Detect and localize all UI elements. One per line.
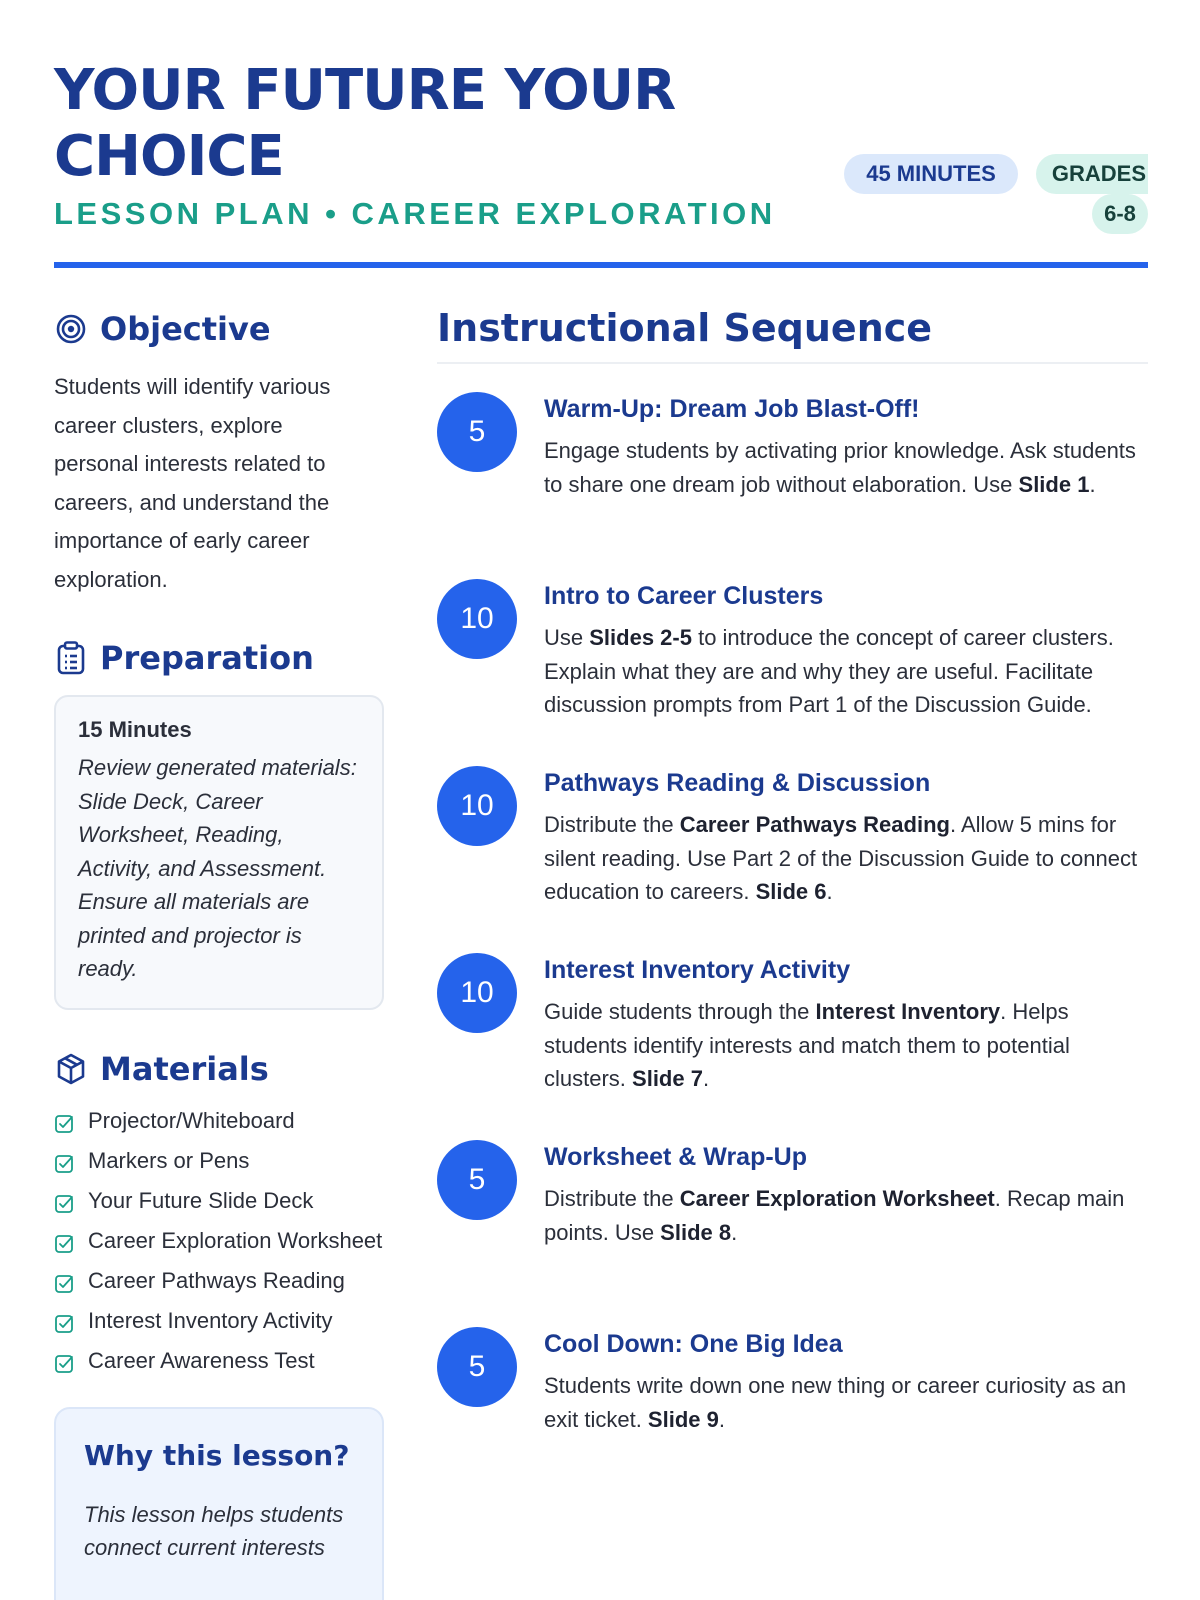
step-title: Cool Down: One Big Idea [544, 1330, 843, 1358]
step-description-text: Use [544, 625, 590, 650]
step-description-text: . Allow 5 mins for silent reading. Use Part 2 of the Discussion Guide to connect education to careers. [544, 812, 1138, 904]
step-body [544, 579, 1148, 722]
step-description-text: Engage students by activating prior knowledge. Ask students to share one dream job without elaboration. Use [544, 438, 1136, 497]
sequence-steps [437, 392, 1148, 1514]
step-description-text: . [718, 1406, 725, 1432]
step-minutes-badge: 5 [437, 1327, 517, 1407]
step-description-emphasis: Slide 7 [632, 1066, 703, 1091]
preparation-card [54, 695, 384, 1010]
preparation-time: 15 Minutes [78, 717, 192, 742]
check-icon [54, 1270, 74, 1290]
materials-item-label: Markers or Pens [88, 1147, 250, 1173]
check-icon [54, 1110, 74, 1130]
preparation-text: Review generated materials: Slide Deck, Career Worksheet, Reading, Activity, and Assessment. Ensure all materials are printed and projector is ready. [78, 755, 357, 981]
step-description-text: . [1089, 471, 1096, 497]
sequence-step [437, 953, 1148, 1140]
materials-list [54, 1104, 384, 1377]
step-description-emphasis: Slides 2-5 [589, 625, 692, 650]
step-description-emphasis: Slide 8 [660, 1219, 732, 1245]
objective-heading [54, 310, 384, 348]
check-icon [54, 1190, 74, 1210]
step-description-text: to introduce the concept of career clusters. Explain what they are and why they are useful. Facilitate discussion prompts from Part 1 of the Discussion Guide. [544, 625, 1114, 717]
preparation-heading [54, 639, 384, 677]
step-minutes-badge: 5 [437, 1140, 517, 1220]
sequence-step [437, 579, 1148, 766]
step-body [544, 766, 1148, 909]
step-description-text: . Helps students identify interests and match them to potential clusters. [544, 999, 1070, 1091]
materials-item [54, 1224, 384, 1257]
materials-item [54, 1304, 384, 1337]
step-body [544, 953, 1148, 1096]
step-description [544, 995, 1148, 1096]
step-description [544, 434, 1148, 501]
step-body [544, 1140, 1148, 1249]
step-title: Pathways Reading & Discussion [544, 769, 931, 797]
materials-item [54, 1264, 384, 1297]
step-description [544, 621, 1148, 722]
step-title: Worksheet & Wrap-Up [544, 1143, 808, 1171]
step-description-emphasis: Slide 6 [755, 879, 827, 904]
step-description-emphasis: Slide 9 [647, 1406, 719, 1432]
step-minutes-badge: 5 [437, 392, 517, 472]
materials-item [54, 1104, 384, 1137]
grades-badge [1036, 154, 1148, 234]
grades-badge-label: GRADES [1036, 154, 1148, 194]
sequence-step [437, 766, 1148, 953]
step-description-text: . Recap main points. Use [544, 1186, 1125, 1245]
step-description [544, 1182, 1148, 1249]
materials-item-label: Career Pathways Reading [88, 1267, 345, 1293]
objective-title: Objective [100, 310, 271, 348]
step-description-text: Students write down one new thing or career curiosity as an exit ticket. [544, 1373, 1127, 1432]
why-lesson-title: Why this lesson? [84, 1438, 350, 1472]
materials-item-label: Interest Inventory Activity [88, 1307, 333, 1333]
check-icon [54, 1150, 74, 1170]
check-icon [54, 1310, 74, 1330]
materials-heading [54, 1050, 384, 1088]
step-description-text: . [702, 1066, 710, 1091]
header-divider [54, 262, 1148, 268]
step-description-text: . [731, 1219, 738, 1245]
cube-icon [54, 1052, 88, 1086]
materials-item-label: Career Awareness Test [88, 1347, 315, 1373]
lesson-header [54, 58, 1148, 268]
left-column [54, 310, 384, 1600]
step-title: Interest Inventory Activity [544, 956, 851, 984]
step-description-emphasis: Career Pathways Reading [679, 812, 950, 837]
page-subtitle: LESSON PLAN • CAREER EXPLORATION [54, 196, 776, 231]
materials-item-label: Your Future Slide Deck [88, 1187, 314, 1213]
grades-badge-value: 6-8 [1092, 194, 1148, 234]
materials-title: Materials [100, 1049, 269, 1088]
why-lesson-card [54, 1407, 384, 1600]
step-minutes-badge: 10 [437, 953, 517, 1033]
clipboard-icon [54, 641, 88, 675]
step-description-emphasis: Interest Inventory [815, 999, 1001, 1024]
preparation-title: Preparation [100, 639, 314, 677]
step-description-text: Distribute the [544, 812, 680, 837]
objective-text: Students will identify various career clusters, explore personal interests related to careers, and understand the importance of early career exploration. [54, 374, 331, 592]
target-icon [54, 312, 88, 346]
step-minutes-badge: 10 [437, 579, 517, 659]
step-description-emphasis: Slide 1 [1018, 471, 1090, 497]
materials-item [54, 1344, 384, 1377]
sequence-step [437, 1327, 1148, 1514]
materials-item-label: Projector/Whiteboard [88, 1107, 295, 1133]
materials-item [54, 1184, 384, 1217]
sequence-step [437, 392, 1148, 579]
materials-item-label: Career Exploration Worksheet [88, 1227, 383, 1253]
step-body [544, 1327, 1148, 1436]
step-title: Warm-Up: Dream Job Blast-Off! [544, 395, 920, 423]
step-description [544, 1369, 1148, 1436]
why-lesson-text: This lesson helps students connect current interests [84, 1501, 344, 1560]
step-body [544, 392, 1148, 501]
step-description-text: Guide students through the [544, 999, 816, 1024]
sequence-title: Instructional Sequence [437, 306, 1148, 364]
sequence-step [437, 1140, 1148, 1327]
right-column [437, 306, 1148, 1514]
step-description-text: Distribute the [544, 1186, 680, 1211]
page-title: YOUR FUTURE YOUR CHOICE [54, 58, 676, 189]
step-description-emphasis: Career Exploration Worksheet [679, 1186, 995, 1211]
duration-badge: 45 MINUTES [844, 154, 1018, 194]
step-title: Intro to Career Clusters [544, 582, 824, 610]
step-minutes-badge: 10 [437, 766, 517, 846]
check-icon [54, 1350, 74, 1370]
check-icon [54, 1230, 74, 1250]
materials-item [54, 1144, 384, 1177]
step-description [544, 808, 1148, 909]
step-description-text: . [826, 879, 833, 904]
